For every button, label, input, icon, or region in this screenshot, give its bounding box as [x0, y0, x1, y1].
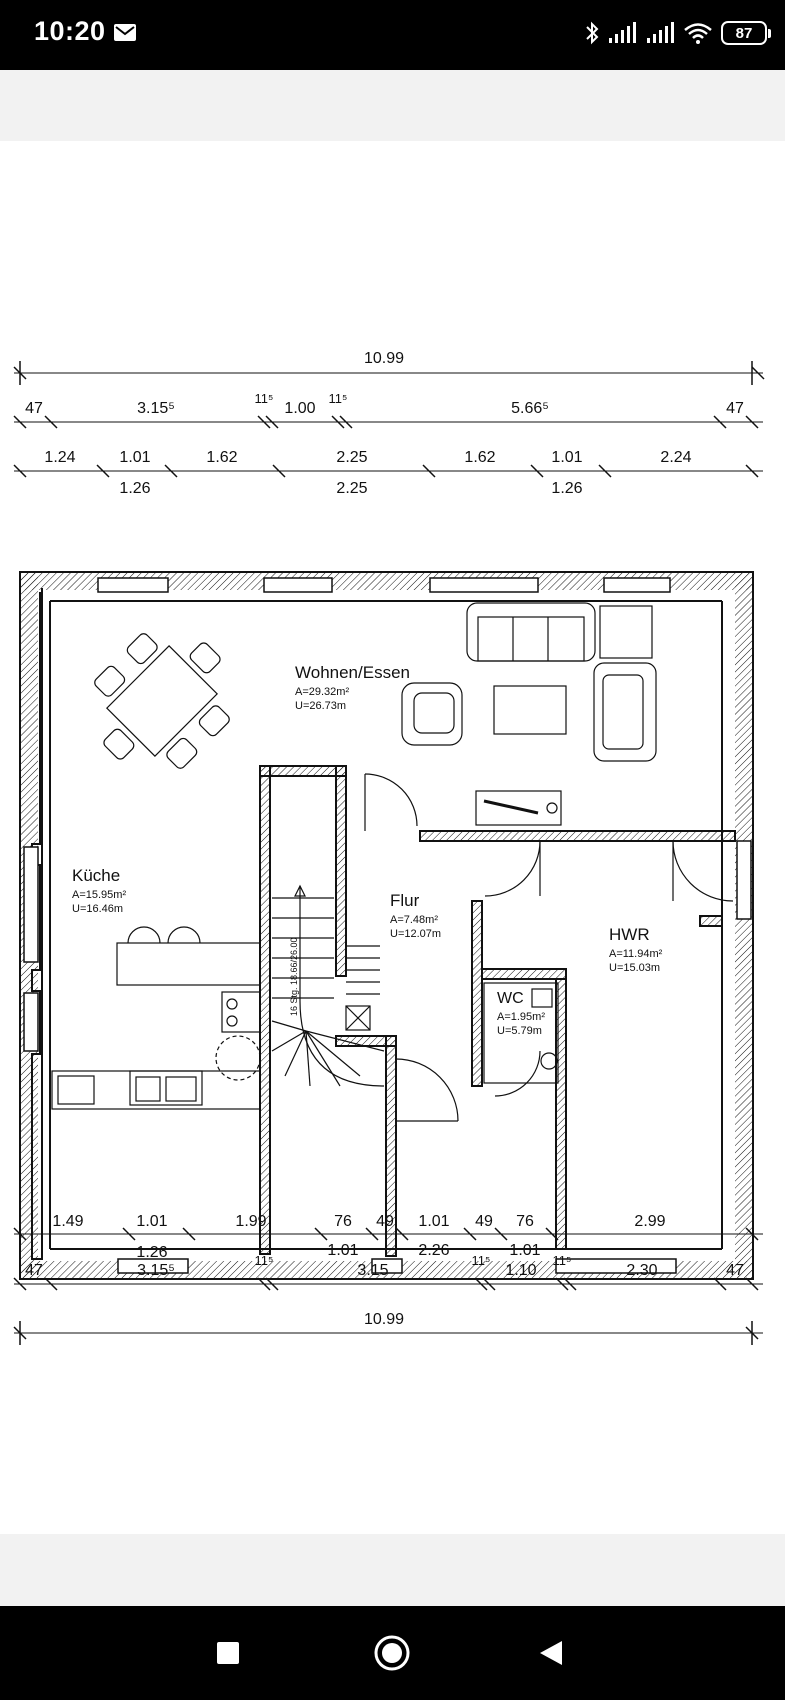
recents-button[interactable] — [183, 1606, 273, 1700]
bottom-dim: 2.99 — [634, 1213, 666, 1230]
top-overall-dim: 10.99 — [363, 350, 405, 367]
room-name: HWR — [609, 925, 650, 944]
bottom-dim: 1.01 — [418, 1213, 450, 1230]
top-dim: 3.15⁵ — [137, 400, 175, 417]
bottom-dim: 1.49 — [52, 1213, 84, 1230]
room-area: A=1.95m² — [497, 1011, 545, 1023]
bottom-overall-dim: 10.99 — [363, 1311, 405, 1328]
room-name: Küche — [72, 866, 121, 885]
bottom-dim-sub: 2.26 — [418, 1242, 450, 1259]
top-dim: 2.24 — [660, 449, 692, 466]
stairs-label: 16 Stg. 18.66/26.00 — [289, 937, 299, 1016]
battery-level: 87 — [735, 24, 753, 42]
top-dim: 1.24 — [44, 449, 76, 466]
bottom-dim: 47 — [726, 1262, 744, 1279]
top-dim: 11⁵ — [328, 391, 348, 406]
room-name: Wohnen/Essen — [295, 663, 410, 682]
bottom-dim: 3.15 — [357, 1262, 389, 1279]
room-area: A=15.95m² — [72, 889, 127, 901]
room-area: A=11.94m² — [609, 948, 663, 960]
room-perimeter: U=15.03m — [609, 962, 661, 974]
bottom-dim: 3.15⁵ — [137, 1262, 175, 1279]
room-name: Flur — [390, 891, 420, 910]
viewer-toolbar — [0, 70, 785, 141]
top-dim: 11⁵ — [254, 391, 274, 406]
bottom-dim: 76 — [334, 1213, 352, 1230]
back-button[interactable] — [506, 1606, 596, 1700]
bottom-dim: 1.01 — [136, 1213, 168, 1230]
top-dim: 1.00 — [284, 400, 316, 417]
room-perimeter: U=12.07m — [390, 928, 442, 940]
bottom-dim: 49 — [475, 1213, 493, 1230]
bottom-dim: 47 — [25, 1262, 43, 1279]
bottom-dim-sub: 1.01 — [327, 1242, 359, 1259]
top-dim: 47 — [726, 400, 744, 417]
top-dim: 5.66⁵ — [511, 400, 549, 417]
floor-plan — [0, 141, 785, 1534]
bottom-dim: 11⁵ — [471, 1253, 491, 1268]
room-perimeter: U=5.79m — [497, 1025, 542, 1037]
room-area: A=7.48m² — [390, 914, 438, 926]
bottom-dim: 49 — [376, 1213, 394, 1230]
top-dim-sub: 2.25 — [336, 480, 368, 497]
top-dimension-chains — [14, 350, 764, 497]
navigation-bar — [0, 1606, 785, 1700]
bottom-dim: 1.99 — [235, 1213, 267, 1230]
top-dim-sub: 1.26 — [119, 480, 151, 497]
status-bar — [0, 0, 785, 70]
bottom-dim: 2.30 — [626, 1262, 658, 1279]
room-perimeter: U=16.46m — [72, 903, 124, 915]
back-icon — [538, 1639, 564, 1667]
recents-icon — [216, 1641, 240, 1665]
top-dim: 47 — [25, 400, 43, 417]
clock: 10:20 — [34, 16, 106, 46]
bottom-dim: 76 — [516, 1213, 534, 1230]
room-perimeter: U=26.73m — [295, 700, 347, 712]
signal-icon — [607, 22, 637, 44]
wifi-icon — [683, 22, 713, 44]
home-button[interactable] — [347, 1606, 437, 1700]
top-dim: 1.01 — [119, 449, 151, 466]
bluetooth-icon — [585, 21, 599, 45]
top-dim: 1.62 — [464, 449, 496, 466]
top-dim: 1.01 — [551, 449, 583, 466]
bottom-dim-sub: 1.26 — [136, 1244, 168, 1261]
bottom-dim: 11⁵ — [552, 1253, 572, 1268]
top-dim-sub: 1.26 — [551, 480, 583, 497]
room-area: A=29.32m² — [295, 686, 350, 698]
bottom-dim-sub: 1.01 — [509, 1242, 541, 1259]
document-page[interactable] — [0, 141, 785, 1534]
bottom-dim: 1.10 — [505, 1262, 537, 1279]
signal-icon — [645, 22, 675, 44]
battery-icon — [721, 21, 767, 45]
top-dim: 1.62 — [206, 449, 238, 466]
status-icons — [585, 18, 767, 48]
top-dim: 2.25 — [336, 449, 368, 466]
room-name: WC — [497, 990, 524, 1007]
mail-icon — [114, 24, 136, 41]
viewer-bottom-bar — [0, 1534, 785, 1606]
bottom-dim: 11⁵ — [254, 1253, 274, 1268]
home-icon — [373, 1634, 411, 1672]
